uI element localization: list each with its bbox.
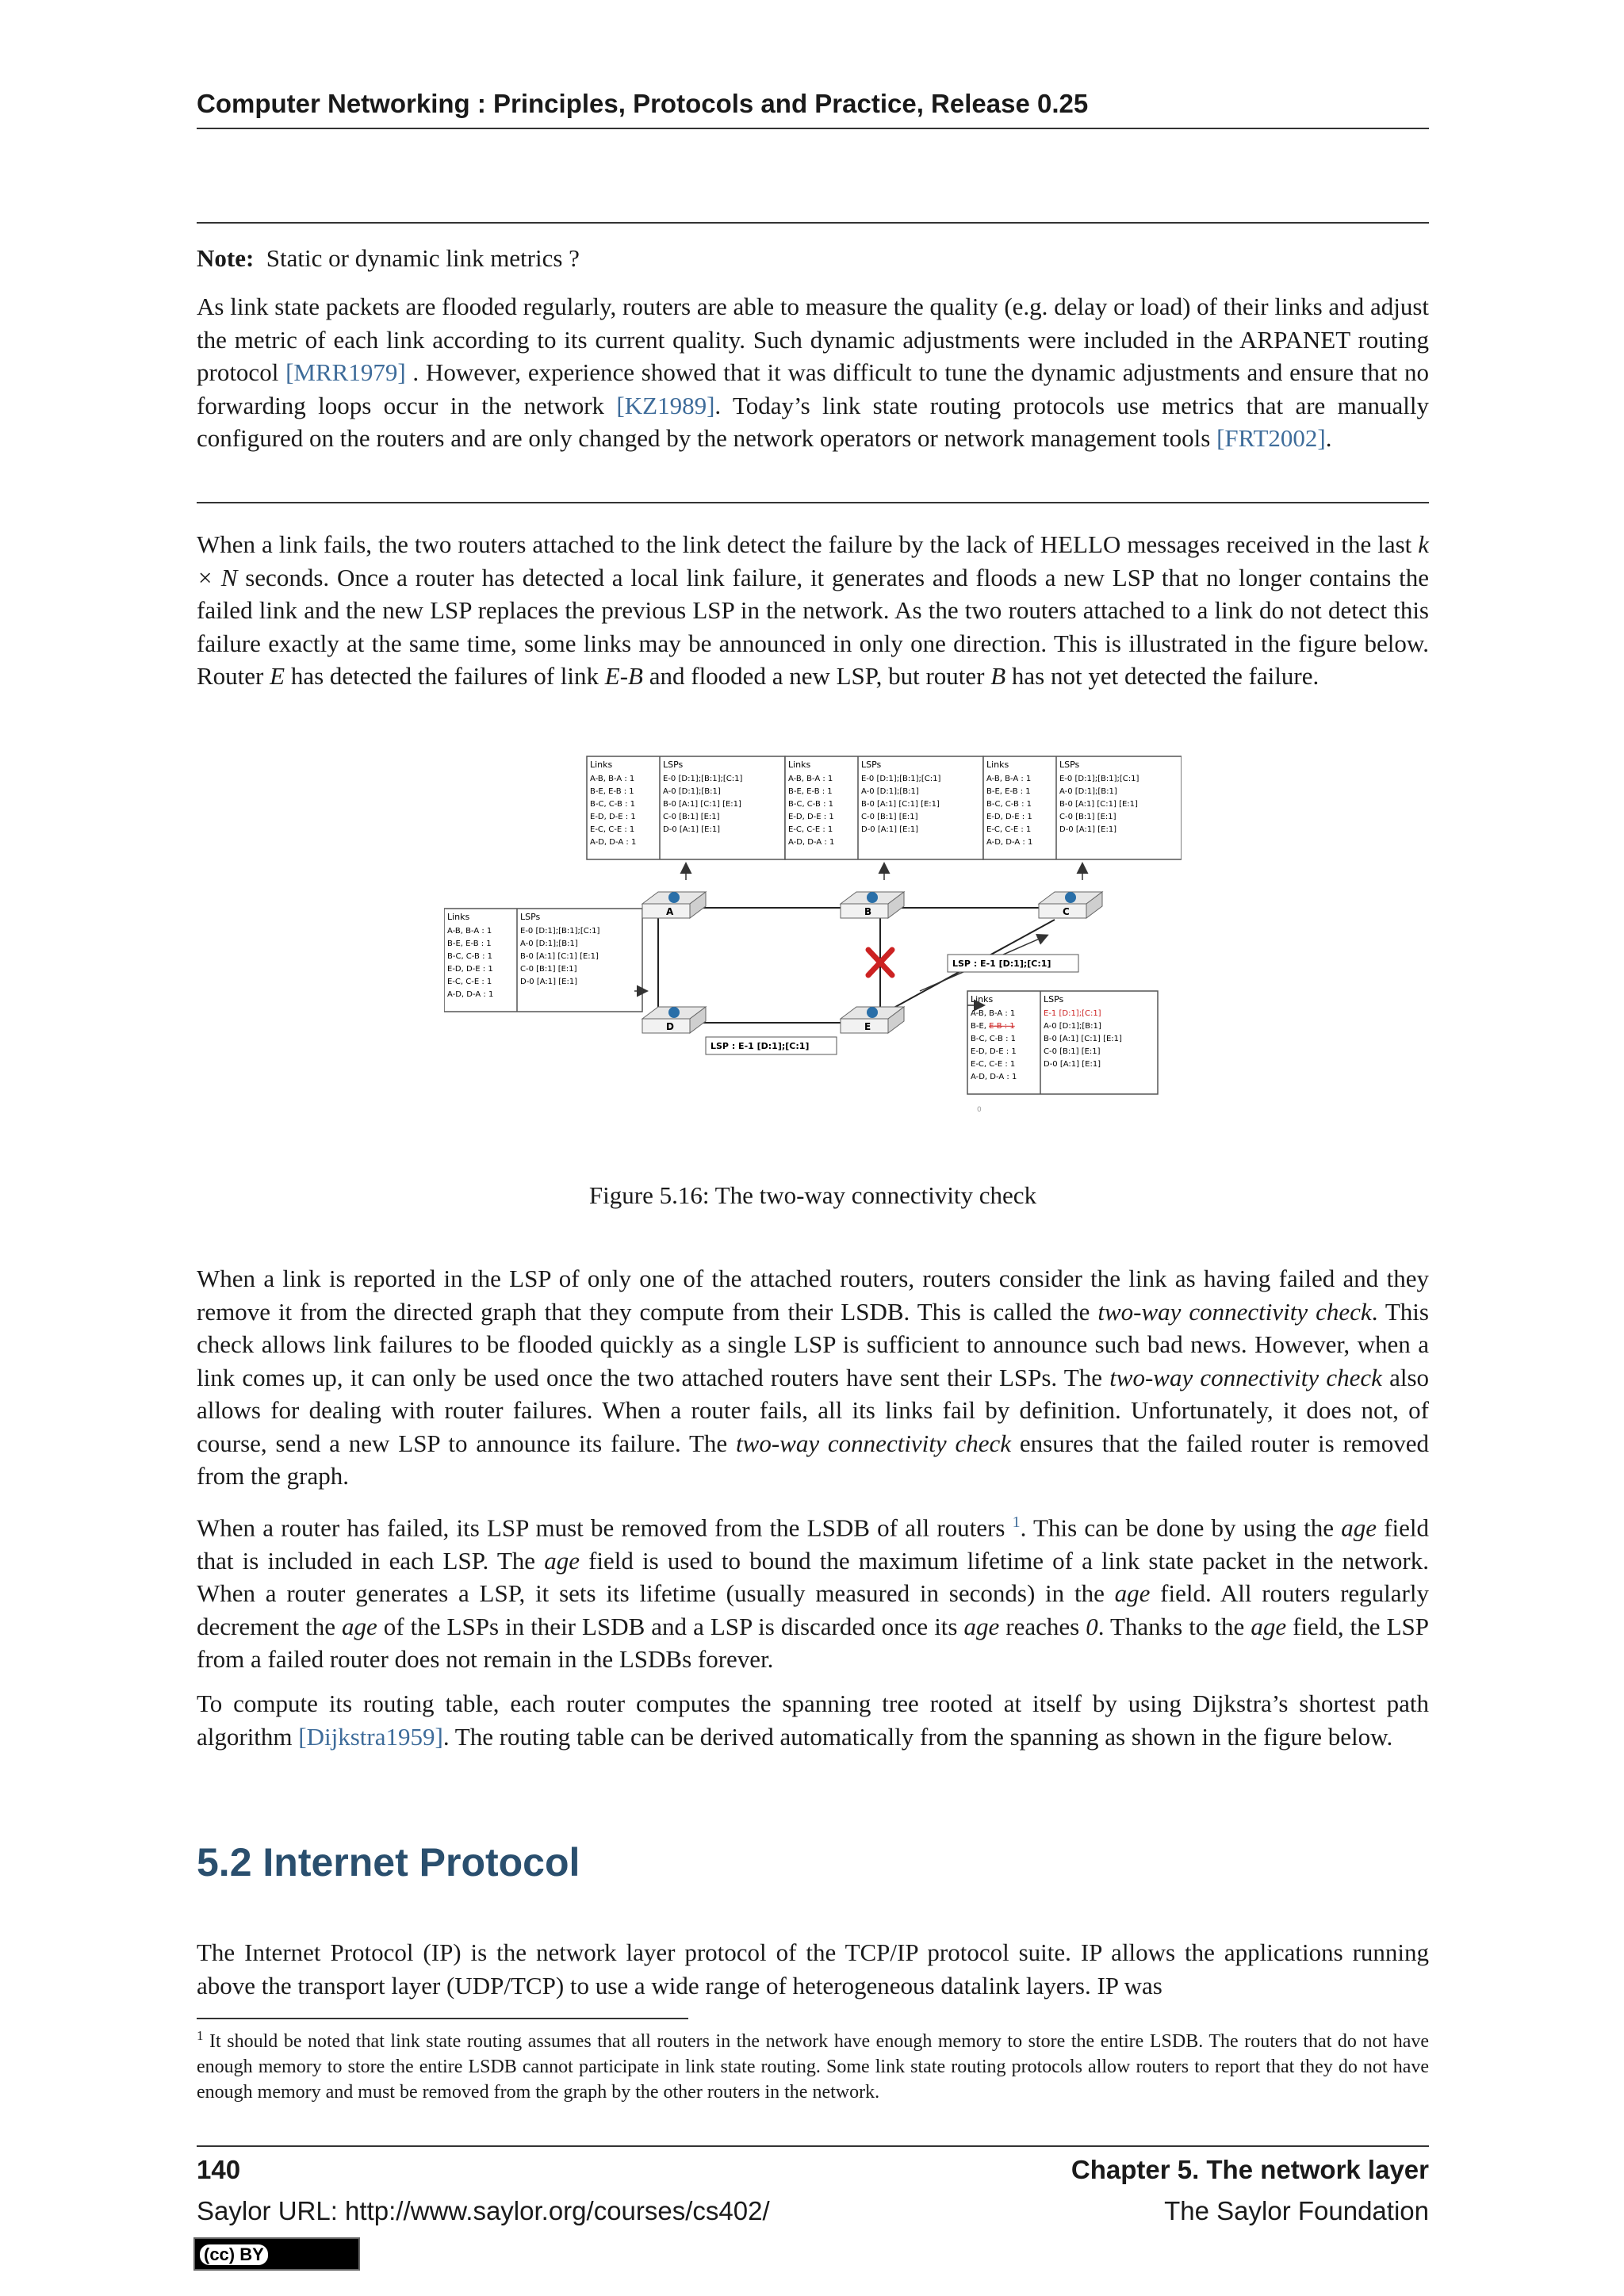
link-row: E-C, C-E : 1 (986, 825, 1032, 834)
lsp-row: C-0 [B:1] [E:1] (520, 965, 577, 974)
link-row: E-D, D-E : 1 (971, 1047, 1017, 1056)
router-label: B (864, 906, 872, 917)
col-links-e: Links (971, 994, 994, 1004)
p1-c: has detected the failures of link (285, 662, 605, 690)
lsp-row: D-0 [A:1] [E:1] (520, 978, 578, 986)
note-text-3: . Today’s link state routing protocols use metrics that are manually configured on the routers and are only changed by the network operators or network management tools (197, 391, 1429, 452)
router-b (841, 892, 904, 918)
section-title: 5.2 Internet Protocol (197, 1840, 580, 1885)
col-lsps-c: LSPs (1059, 760, 1080, 770)
p1-link-eb: E-B (604, 662, 643, 690)
lsdb-table-d (444, 909, 642, 1012)
router-c (1039, 892, 1102, 918)
lsdb-table-b (785, 756, 983, 859)
p1-b: seconds. Once a router has detected a local link failure, it generates and floods a new LSP that no longer contains the failed link and the new LSP replaces the previous LSP in the network. As the two routers attached to a link do not detect this failure exactly at the same time, some links may be announced in only one direction. This is illustrated in the figure below. Router (197, 563, 1429, 690)
lsdb-table-a (587, 756, 785, 859)
link-row: B-C, C-B : 1 (590, 800, 635, 809)
paragraph-link-failure (197, 528, 1429, 693)
p3-h: . Thanks to the (1097, 1612, 1251, 1640)
lsp-row: C-0 [B:1] [E:1] (1044, 1047, 1101, 1056)
lsp-row: C-0 [B:1] [E:1] (1059, 813, 1116, 821)
router-a (642, 892, 706, 918)
router-label: C (1063, 906, 1070, 917)
col-lsps-e: LSPs (1044, 994, 1064, 1004)
link-row: E-C, C-E : 1 (447, 978, 492, 986)
link-row: A-D, D-A : 1 (447, 990, 494, 999)
link-row: A-B, B-A : 1 (788, 775, 833, 783)
p1-d: and flooded a new LSP, but router (642, 662, 991, 690)
link-row: A-B, B-A : 1 (986, 775, 1032, 783)
running-header: Computer Networking : Principles, Protocols and Practice, Release 0.25 (197, 89, 1089, 118)
lsp-row: A-0 [D:1];[B:1] (861, 787, 919, 796)
link-row: A-B, B-A : 1 (971, 1009, 1016, 1018)
link-row: A-D, D-A : 1 (986, 838, 1033, 847)
link-row: E-D, D-E : 1 (590, 813, 636, 821)
lsp-row: E-0 [D:1];[B:1];[C:1] (1059, 775, 1139, 783)
figure-caption: Figure 5.16: The two-way connectivity check (588, 1181, 1037, 1209)
p1-router-e: E (270, 662, 285, 690)
p3-age: age (544, 1546, 580, 1575)
p3-age: age (1341, 1513, 1377, 1542)
note-heading (197, 242, 1429, 275)
p2-d: ensures that the failed router is removed from the graph. (197, 1429, 1430, 1490)
lsp-row: A-0 [D:1];[B:1] (1059, 787, 1117, 796)
lsp-row: C-0 [B:1] [E:1] (663, 813, 720, 821)
lsp-row: C-0 [B:1] [E:1] (861, 813, 918, 821)
paragraph-dijkstra (197, 1687, 1429, 1753)
lsp-label-to-c (948, 955, 1078, 972)
p3-c: field that is included in each LSP. The (197, 1513, 1430, 1575)
lsp-row: A-0 [D:1];[B:1] (663, 787, 721, 796)
paragraph-ip-intro (197, 1936, 1429, 2002)
lsp-row: D-0 [A:1] [E:1] (1059, 825, 1117, 834)
p3-age: age (1114, 1579, 1151, 1608)
link-row: B-C, C-B : 1 (447, 952, 492, 961)
foundation-label: The Saylor Foundation (1164, 2196, 1429, 2225)
note-top-rule (197, 222, 1429, 224)
link-row: E-C, C-E : 1 (971, 1060, 1016, 1069)
p3-zero: 0 (1086, 1612, 1098, 1640)
struck-link: E-B : 1 (989, 1022, 1015, 1031)
p4-b: . The routing table can be derived automatically from the spanning as shown in the figure below. (442, 1722, 1393, 1751)
chapter-label: Chapter 5. The network layer (1071, 2155, 1429, 2184)
p1-a: When a link fails, the two routers attached to the link detect the failure by the lack of HELLO messages received in the last (197, 530, 1419, 558)
link-row: E-D, D-E : 1 (788, 813, 834, 821)
p2-term-1: two-way connectivity check (1097, 1297, 1372, 1326)
p1-router-b: B (990, 662, 1006, 690)
note-title: Static or dynamic link metrics ? (266, 244, 580, 272)
network-diagram (444, 753, 1182, 1118)
lsp-row: A-0 [D:1];[B:1] (520, 939, 578, 948)
link-row: B-C, C-B : 1 (986, 800, 1032, 809)
link-row-failed-prefix: B-E, (971, 1022, 990, 1031)
col-links-d: Links (447, 912, 470, 922)
lsp-row-new: E-1 [D:1];[C:1] (1044, 1009, 1101, 1018)
router-e (841, 1007, 904, 1033)
link-row: A-B, B-A : 1 (447, 927, 492, 936)
link-row: A-D, D-A : 1 (590, 838, 637, 847)
lsp-row: D-0 [A:1] [E:1] (1044, 1060, 1101, 1069)
p3-a: When a router has failed, its LSP must be removed from the LSDB of all routers (197, 1513, 1013, 1542)
router-d (642, 1007, 706, 1033)
p2-term-2: two-way connectivity check (1109, 1363, 1382, 1391)
p3-d: field is used to bound the maximum lifetime of a link state packet in the network. When a router generates a LSP, it sets its lifetime (usually measured in seconds) in the (197, 1546, 1430, 1608)
p3-b: . This can be done by using the (1020, 1513, 1342, 1542)
lsp-label-text: LSP : E-1 [D:1];[C:1] (710, 1041, 810, 1051)
footnote (197, 2023, 1429, 2105)
link-row: B-C, C-B : 1 (971, 1035, 1016, 1043)
router-icon (867, 892, 878, 903)
p3-g: reaches (999, 1612, 1086, 1640)
lsp-row: B-0 [A:1] [C:1] [E:1] (1044, 1035, 1122, 1043)
p2-term-3: two-way connectivity check (736, 1429, 1012, 1457)
link-row: E-C, C-E : 1 (788, 825, 833, 834)
note-text-4: . (1325, 424, 1332, 452)
col-lsps-d: LSPs (520, 912, 541, 922)
link-row: E-D, D-E : 1 (447, 965, 493, 974)
link-row-failed (971, 1022, 1015, 1031)
ref-kz1989[interactable]: [KZ1989] (616, 391, 715, 419)
lsp-label-to-d (706, 1037, 837, 1054)
link-row: E-C, C-E : 1 (590, 825, 635, 834)
router-icon (1065, 892, 1076, 903)
p3-i: field, the LSP from a failed router does not remain in the LSDBs forever. (197, 1612, 1429, 1674)
link-row: A-D, D-A : 1 (971, 1073, 1017, 1081)
footnote-text: It should be noted that link state routing assumes that all routers in the network have enough memory to store the entire LSDB. The routers that do not have enough memory to store the entire LSDB cannot participate in link state routing. Some link state routing protocols allow routers to report that they do not have enough memory and must be removed from the graph by the other routers in the network. (197, 2031, 1429, 2103)
saylor-url[interactable]: Saylor URL: http://www.saylor.org/courses/cs402/ (197, 2196, 770, 2225)
lsp-row: B-0 [A:1] [C:1] [E:1] (1059, 800, 1138, 809)
note-bottom-rule (197, 502, 1429, 503)
lsp-row: B-0 [A:1] [C:1] [E:1] (663, 800, 741, 809)
lsp-row: E-0 [D:1];[B:1];[C:1] (520, 927, 600, 936)
p2-b: . This check allows link failures to be flooded quickly as a single LSP is sufficient to announce such bad news. However, when a link comes up, it can only be used once the two attached routers have sent their LSPs. The (197, 1297, 1429, 1391)
p3-age: age (963, 1612, 1000, 1640)
lsp-label-text: LSP : E-1 [D:1];[C:1] (952, 959, 1051, 969)
figure-two-way-connectivity (444, 753, 1182, 1118)
router-label: A (666, 906, 674, 917)
cc-license-badge[interactable] (193, 2237, 360, 2271)
paragraph-two-way-check (197, 1262, 1429, 1493)
lsdb-table-c (983, 756, 1182, 859)
link-row: B-E, E-B : 1 (590, 787, 634, 796)
col-lsps-a: LSPs (663, 760, 684, 770)
link-row: B-E, E-B : 1 (986, 787, 1031, 796)
lsp-row: A-0 [D:1];[B:1] (1044, 1022, 1101, 1031)
p3-age: age (1251, 1612, 1287, 1640)
paragraph-age-field (197, 1506, 1429, 1676)
lsp-row: E-0 [D:1];[B:1];[C:1] (663, 775, 743, 783)
ref-mrr1979[interactable]: [MRR1979] (285, 358, 406, 386)
math-k-times-n: k × N (197, 530, 1429, 591)
lsp-row: E-0 [D:1];[B:1];[C:1] (861, 775, 941, 783)
footer-rule (197, 2145, 1429, 2147)
footnote-ref[interactable]: 1 (1012, 1513, 1021, 1531)
link-row: A-B, B-A : 1 (590, 775, 635, 783)
col-lsps-b: LSPs (861, 760, 882, 770)
p3-age: age (342, 1612, 377, 1640)
lsp-row: B-0 [A:1] [C:1] [E:1] (520, 952, 599, 961)
ref-dijkstra1959[interactable]: [Dijkstra1959] (298, 1722, 443, 1751)
router-icon (867, 1007, 878, 1018)
note-text-1: As link state packets are flooded regularly, routers are able to measure the quality (e.g. delay or load) of their links and adjust the metric of each link according to its current quality. Such dynamic adjustments were included in the ARPANET routing protocol (197, 293, 1429, 386)
link-row: A-D, D-A : 1 (788, 838, 835, 847)
col-links-b: Links (788, 760, 811, 770)
lsdb-table-e (967, 991, 1158, 1094)
p2-a: When a link is reported in the LSP of only one of the attached routers, routers consider the link as having failed and they remove it from the directed graph that they compute from their LSDB. This is called the (197, 1265, 1429, 1326)
note-text-2: . However, experience showed that it was difficult to tune the dynamic adjustments and ensure that no forwarding loops occur in the network (197, 358, 1429, 419)
page-number: 140 (197, 2155, 241, 2184)
footnote-rule (197, 2018, 688, 2019)
p2-c: also allows for dealing with router failures. When a router fails, all its links fail by definition. Unfortunately, it does not, of course, send a new LSP to announce its failure. The (197, 1363, 1430, 1457)
router-icon (668, 1007, 680, 1018)
col-links-a: Links (590, 760, 613, 770)
link-row: E-D, D-E : 1 (986, 813, 1032, 821)
p4-a: To compute its routing table, each router computes the spanning tree rooted at itself by using Dijkstra’s shortest path algorithm (197, 1689, 1429, 1751)
p3-e: field. All routers regularly decrement the (197, 1579, 1429, 1640)
lsp-row: D-0 [A:1] [E:1] (861, 825, 919, 834)
ref-frt2002[interactable]: [FRT2002] (1216, 424, 1326, 452)
p1-f: has not yet detected the failure. (1005, 662, 1320, 690)
link-row: B-E, E-B : 1 (788, 787, 833, 796)
figure-mark: 0 (977, 1106, 982, 1114)
router-label: E (864, 1021, 871, 1032)
footnote-number: 1 (197, 2028, 204, 2043)
router-icon (668, 892, 680, 903)
flood-arrows (634, 864, 1082, 1005)
link-row: B-E, E-B : 1 (447, 939, 492, 948)
header-rule (197, 128, 1429, 129)
note-body (197, 290, 1429, 455)
p3-f: of the LSPs in their LSDB and a LSP is discarded once its (377, 1612, 964, 1640)
link-row: B-C, C-B : 1 (788, 800, 833, 809)
lsp-row: D-0 [A:1] [E:1] (663, 825, 721, 834)
lsp-row: B-0 [A:1] [C:1] [E:1] (861, 800, 940, 809)
cc-icon: (cc) BY (200, 2244, 268, 2265)
note-label: Note: (197, 244, 255, 272)
p5-text: The Internet Protocol (IP) is the network layer protocol of the TCP/IP protocol suite. IP allows the applications running above the transport layer (UDP/TCP) to use a wide range of heterogeneous datalink layers. IP was (197, 1938, 1429, 1999)
router-label: D (666, 1021, 674, 1032)
col-links-c: Links (986, 760, 1009, 770)
